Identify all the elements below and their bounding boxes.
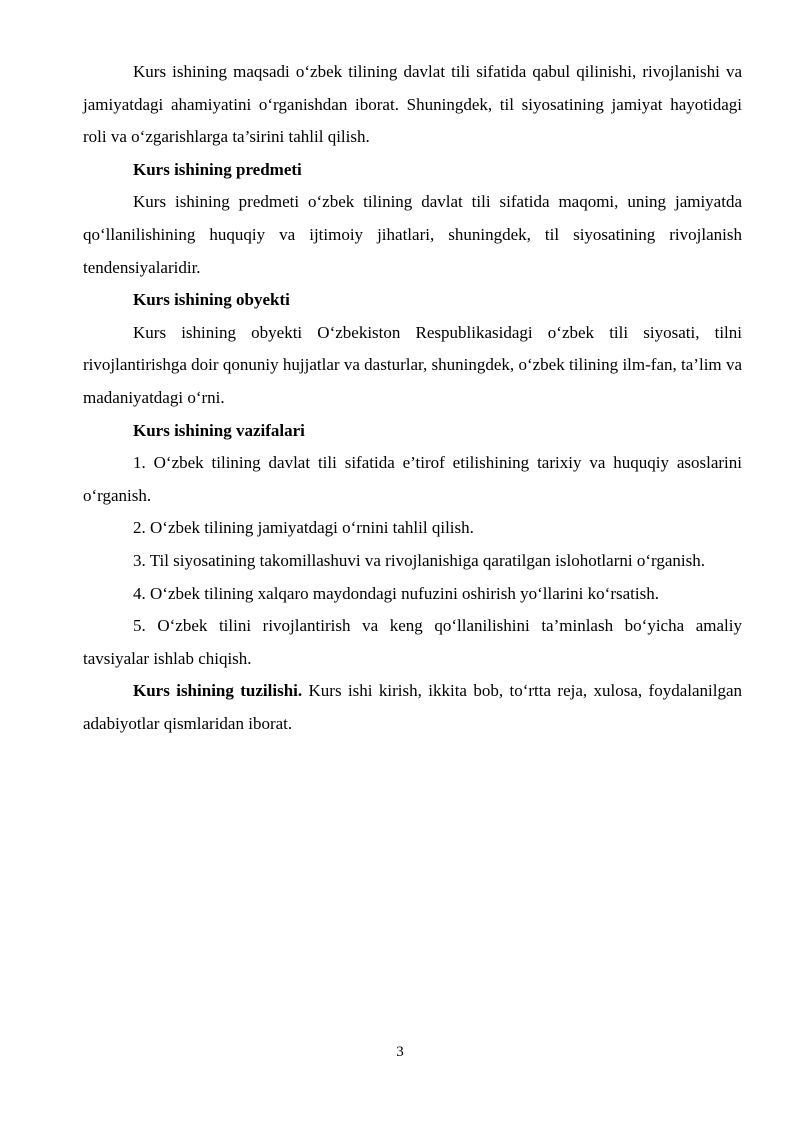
subject-heading: Kurs ishining predmeti: [133, 159, 302, 179]
task-item-4: 4. O‘zbek tilining xalqaro maydondagi nufuzini oshirish yo‘llarini ko‘rsatish.: [133, 583, 659, 603]
task-item-1: 1. O‘zbek tilining davlat tili sifatida e’tirof etilishining tarixiy va huquqiy asoslarini o‘rganish.: [83, 453, 742, 505]
structure-text: Kurs ishi kirish, ikkita bob, to‘rtta reja, xulosa, foydalanilgan adabiyotlar qismlaridan iborat.: [83, 681, 742, 733]
structure-heading: Kurs ishining tuzilishi.: [133, 681, 303, 701]
object-heading: Kurs ishining obyekti: [133, 290, 290, 310]
task-item-5: 5. O‘zbek tilini rivojlantirish va keng qo‘llanilishini ta’minlash bo‘yicha amaliy tavsiyalar ishlab chiqish.: [83, 616, 742, 668]
task-item-3: 3. Til siyosatining takomillashuvi va rivojlanishiga qaratilgan islohotlarni o‘rganish.: [133, 550, 705, 570]
object-paragraph: Kurs ishining obyekti O‘zbekiston Respublikasidagi o‘zbek tili siyosati, tilni rivojlantirishga doir qonuniy hujjatlar va dasturlar, shuningdek, o‘zbek tilining ilm-fan, ta’lim va madaniyatdagi o‘rni.: [83, 322, 742, 407]
subject-paragraph: Kurs ishining predmeti o‘zbek tilining davlat tili sifatida maqomi, uning jamiyatda qo‘llanilishining huquqiy va ijtimoiy jihatlari, shuningdek, til siyosatining rivojlanish tendensiyalaridir.: [83, 192, 742, 277]
structure-paragraph: [83, 675, 742, 740]
tasks-heading: Kurs ishining vazifalari: [133, 420, 305, 440]
task-item-2: 2. O‘zbek tilining jamiyatdagi o‘rnini tahlil qilish.: [133, 518, 474, 538]
intro-paragraph: Kurs ishining maqsadi o‘zbek tilining davlat tili sifatida qabul qilinishi, rivojlanishi va jamiyatdagi ahamiyatini o‘rganishdan iborat. Shuningdek, til siyosatining jamiyat hayotidagi roli va o‘zgarishlarga ta’sirini tahlil qilish.: [83, 62, 742, 147]
page-number: 3: [396, 1044, 404, 1060]
document-body: [83, 56, 742, 740]
